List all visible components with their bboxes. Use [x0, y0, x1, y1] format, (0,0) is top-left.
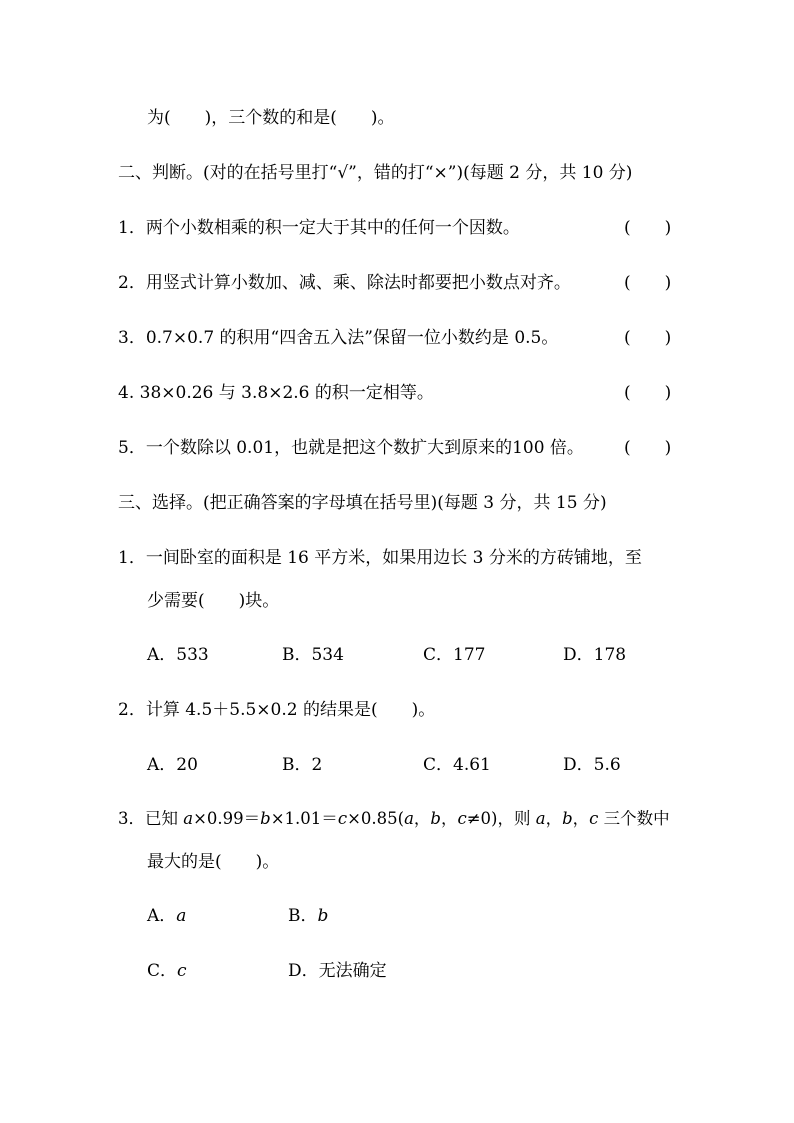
choice-q1-option-c[interactable]: C．177 — [423, 645, 486, 665]
choice-q1-line2: 少需要( )块。 — [147, 591, 280, 611]
judge-blank-3[interactable]: ( ) — [624, 328, 672, 348]
choice-q2-option-c[interactable]: C．4.61 — [423, 755, 491, 775]
judge-item-1: 1．两个小数相乘的积一定大于其中的任何一个因数。 — [118, 218, 520, 238]
judge-blank-4[interactable]: ( ) — [624, 383, 672, 403]
choice-q3-option-d[interactable]: D．无法确定 — [288, 961, 387, 981]
choice-q1-line1: 1．一间卧室的面积是 16 平方米，如果用边长 3 分米的方砖铺地，至 — [118, 548, 642, 568]
choice-q3-option-c[interactable]: C．c — [147, 961, 187, 981]
judge-item-2: 2．用竖式计算小数加、减、乘、除法时都要把小数点对齐。 — [118, 273, 571, 293]
top-line: 为( )，三个数的和是( )。 — [147, 108, 395, 128]
choice-q1-option-b[interactable]: B．534 — [282, 645, 344, 665]
choice-q1-option-d[interactable]: D．178 — [563, 645, 627, 665]
choice-q3-option-b[interactable]: B．b — [288, 906, 329, 926]
judge-item-4: 4. 38×0.26 与 3.8×2.6 的积一定相等。 — [118, 383, 434, 403]
judge-blank-2[interactable]: ( ) — [624, 273, 672, 293]
judge-blank-1[interactable]: ( ) — [624, 218, 672, 238]
section2-heading: 二、判断。(对的在括号里打“√”，错的打“×”)(每题 2 分，共 10 分) — [118, 163, 633, 183]
choice-q2-option-a[interactable]: A．20 — [147, 755, 198, 775]
choice-q2-line1: 2．计算 4.5＋5.5×0.2 的结果是( )。 — [118, 700, 436, 720]
choice-q3-line1: 3．已知 a×0.99＝b×1.01＝c×0.85(a，b，c≠0)，则 a，b，c 三个数中 — [118, 809, 670, 828]
choice-q2-option-d[interactable]: D．5.6 — [563, 755, 621, 775]
judge-item-5: 5．一个数除以 0.01，也就是把这个数扩大到原来的100 倍。 — [118, 438, 584, 458]
section3-heading: 三、选择。(把正确答案的字母填在括号里)(每题 3 分，共 15 分) — [118, 493, 607, 513]
choice-q2-option-b[interactable]: B．2 — [282, 755, 323, 775]
choice-q3-line2: 最大的是( )。 — [147, 852, 280, 872]
judge-blank-5[interactable]: ( ) — [624, 438, 672, 458]
judge-item-3: 3．0.7×0.7 的积用“四舍五入法”保留一位小数约是 0.5。 — [118, 328, 559, 348]
choice-q3-option-a[interactable]: A．a — [147, 906, 187, 926]
choice-q1-option-a[interactable]: A．533 — [147, 645, 209, 665]
